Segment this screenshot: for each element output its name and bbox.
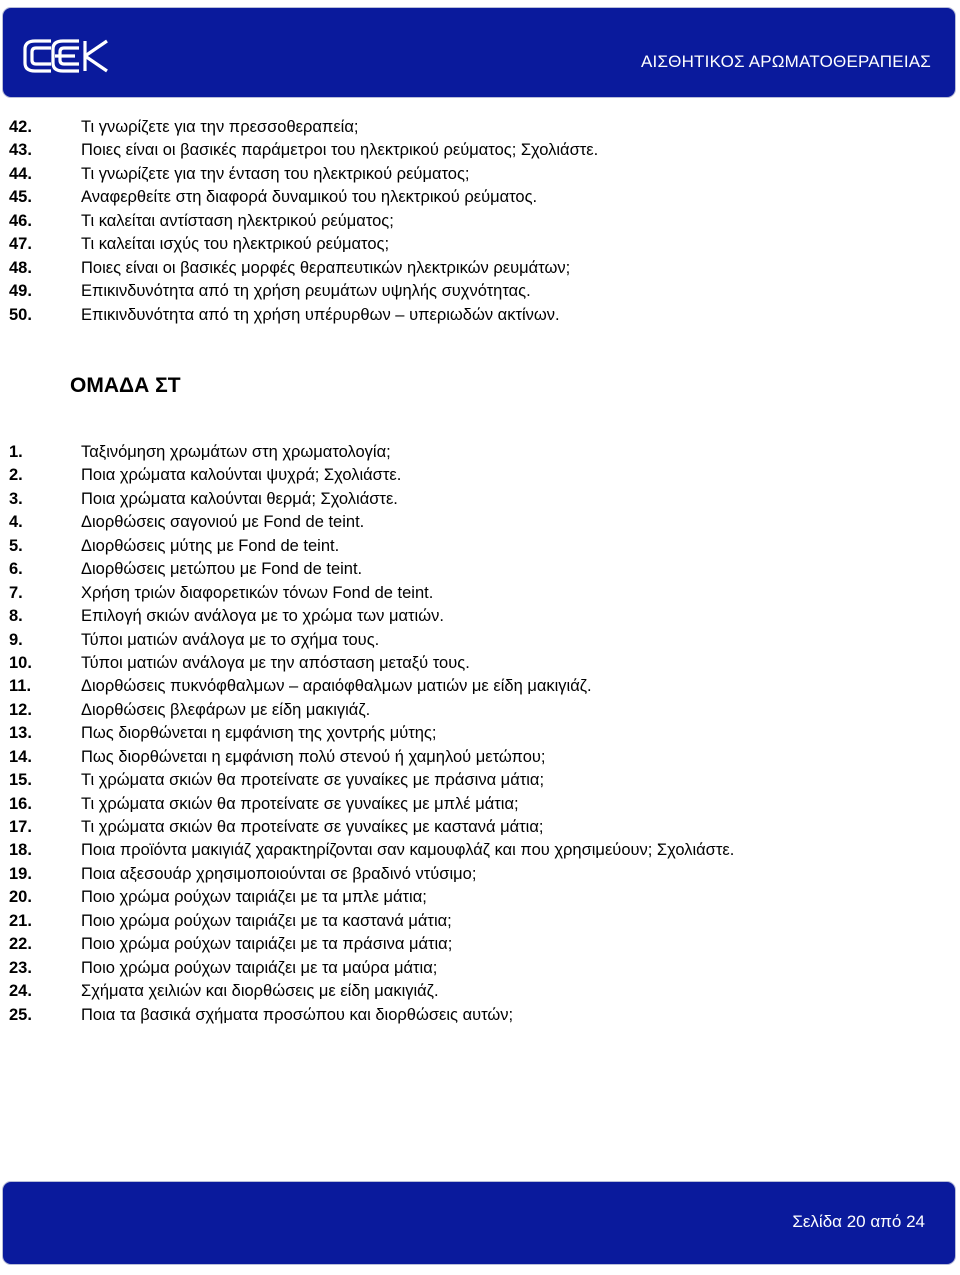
header-banner — [2, 7, 956, 98]
item-number: 45. — [9, 188, 32, 207]
list-item — [9, 933, 939, 956]
list-item — [9, 629, 939, 652]
item-number: 22. — [9, 935, 32, 954]
list-item — [9, 163, 939, 186]
item-number: 1. — [9, 443, 23, 461]
item-text: Διορθώσεις βλεφάρων με είδη μακιγιάζ. — [81, 700, 371, 719]
page-number: Σελίδα 20 από 24 — [792, 1212, 925, 1231]
item-text: Ποιες είναι οι βασικές μορφές θεραπευτικών ηλεκτρικών ρευμάτων; — [81, 258, 571, 277]
item-number: 47. — [9, 235, 32, 254]
item-number: 24. — [9, 982, 32, 1001]
list-item — [9, 722, 939, 745]
item-number: 6. — [9, 560, 23, 579]
item-text: Ποιο χρώμα ρούχων ταιριάζει με τα πράσινα μάτια; — [81, 935, 453, 954]
item-number: 3. — [9, 489, 23, 508]
list-item — [9, 769, 939, 792]
item-text: Διορθώσεις μύτης με Fond de teint. — [81, 536, 340, 555]
section-heading: ΟΜΑΔΑ ΣΤ — [70, 374, 181, 397]
list-item — [9, 511, 939, 534]
item-text: Τύποι ματιών ανάλογα με την απόσταση μεταξύ τους. — [81, 653, 470, 672]
cek-logo-icon — [21, 35, 113, 77]
item-number: 12. — [9, 700, 32, 719]
list-item — [9, 464, 939, 487]
item-number: 5. — [9, 536, 23, 555]
list-item — [9, 582, 939, 605]
item-text: Ποια τα βασικά σχήματα προσώπου και διορθώσεις αυτών; — [81, 1005, 514, 1024]
list-item — [9, 699, 939, 722]
item-number: 11. — [9, 677, 32, 696]
list-item — [9, 558, 939, 581]
item-text: Ταξινόμηση χρωμάτων στη χρωματολογία; — [81, 443, 391, 461]
list-item — [9, 957, 939, 980]
item-text: Τι χρώματα σκιών θα προτείνατε σε γυναίκες με πράσινα μάτια; — [81, 771, 545, 790]
list-item — [9, 746, 939, 769]
list-item — [9, 304, 939, 327]
footer-banner — [2, 1181, 956, 1265]
item-text: Ποια χρώματα καλούνται θερμά; Σχολιάστε. — [81, 489, 398, 508]
item-number: 42. — [9, 118, 32, 136]
item-text: Χρήση τριών διαφορετικών τόνων Fond de teint. — [81, 583, 434, 602]
item-number: 16. — [9, 794, 32, 813]
document-title: ΑΙΣΘΗΤΙΚΟΣ ΑΡΩΜΑΤΟΘΕΡΑΠΕΙΑΣ — [640, 52, 931, 71]
item-text: Ποιες είναι οι βασικές παράμετροι του ηλεκτρικού ρεύματος; Σχολιάστε. — [81, 141, 599, 160]
item-text: Τι χρώματα σκιών θα προτείνατε σε γυναίκες με καστανά μάτια; — [81, 818, 544, 836]
list-item — [9, 116, 939, 139]
item-text: Ποιο χρώμα ρούχων ταιριάζει με τα καστανά μάτια; — [81, 911, 452, 930]
item-text: Ποια προϊόντα μακιγιάζ χαρακτηρίζονται σαν καμουφλάζ και που χρησιμεύουν; Σχολιάστε. — [81, 841, 735, 860]
list-item — [9, 139, 939, 162]
list-item — [9, 652, 939, 675]
item-text: Τύποι ματιών ανάλογα με το σχήμα τους. — [81, 630, 380, 649]
item-number: 25. — [9, 1005, 32, 1024]
item-text: Ποια αξεσουάρ χρησιμοποιούνται σε βραδινό ντύσιμο; — [81, 864, 477, 883]
item-text: Τι γνωρίζετε για την ένταση του ηλεκτρικού ρεύματος; — [81, 164, 470, 183]
list-item — [9, 605, 939, 628]
item-number: 21. — [9, 911, 32, 930]
item-number: 48. — [9, 258, 32, 277]
item-text: Διορθώσεις σαγονιού με Fond de teint. — [81, 513, 365, 532]
item-number: 13. — [9, 724, 32, 743]
item-text: Επικινδυνότητα από τη χρήση ρευμάτων υψηλής συχνότητας. — [81, 282, 531, 301]
item-text: Ποιο χρώμα ρούχων ταιριάζει με τα μπλε μάτια; — [81, 888, 427, 907]
list-item — [9, 1004, 939, 1027]
list-item — [9, 441, 939, 464]
item-number: 23. — [9, 958, 32, 977]
item-number: 10. — [9, 653, 32, 672]
question-list-group-st — [9, 441, 939, 1027]
item-number: 20. — [9, 888, 32, 907]
list-item — [9, 488, 939, 511]
list-item — [9, 839, 939, 862]
item-text: Τι χρώματα σκιών θα προτείνατε σε γυναίκες με μπλέ μάτια; — [81, 794, 519, 813]
item-number: 4. — [9, 513, 23, 532]
list-item — [9, 793, 939, 816]
item-number: 46. — [9, 211, 32, 230]
item-number: 50. — [9, 305, 32, 324]
item-number: 14. — [9, 747, 32, 766]
list-item — [9, 210, 939, 233]
item-number: 9. — [9, 630, 23, 649]
item-number: 15. — [9, 771, 32, 790]
list-item — [9, 863, 939, 886]
item-number: 8. — [9, 607, 23, 626]
item-text: Διορθώσεις πυκνόφθαλμων – αραιόφθαλμων ματιών με είδη μακιγιάζ. — [81, 677, 592, 696]
list-item — [9, 233, 939, 256]
item-text: Τι καλείται αντίσταση ηλεκτρικού ρεύματος; — [81, 211, 394, 230]
item-number: 18. — [9, 841, 32, 860]
list-item — [9, 280, 939, 303]
item-text: Διορθώσεις μετώπου με Fond de teint. — [81, 560, 363, 579]
item-text: Ποιο χρώμα ρούχων ταιριάζει με τα μαύρα μάτια; — [81, 958, 438, 977]
item-number: 17. — [9, 818, 32, 836]
item-text: Αναφερθείτε στη διαφορά δυναμικού του ηλεκτρικού ρεύματος. — [81, 188, 538, 207]
list-item — [9, 910, 939, 933]
item-number: 19. — [9, 864, 32, 883]
item-text: Επικινδυνότητα από τη χρήση υπέρυρθων – υπεριωδών ακτίνων. — [81, 305, 560, 324]
list-item — [9, 257, 939, 280]
list-item — [9, 886, 939, 909]
item-text: Τι καλείται ισχύς του ηλεκτρικού ρεύματος; — [81, 235, 390, 254]
item-text: Ποια χρώματα καλούνται ψυχρά; Σχολιάστε. — [81, 466, 402, 485]
item-text: Επιλογή σκιών ανάλογα με το χρώμα των ματιών. — [81, 607, 444, 626]
item-number: 7. — [9, 583, 23, 602]
item-text: Τι γνωρίζετε για την πρεσσοθεραπεία; — [81, 118, 359, 136]
item-text: Πως διορθώνεται η εμφάνιση πολύ στενού ή χαμηλού μετώπου; — [81, 747, 546, 766]
list-item — [9, 535, 939, 558]
item-number: 2. — [9, 466, 23, 485]
item-number: 49. — [9, 282, 32, 301]
question-list-previous-group — [9, 116, 939, 327]
list-item — [9, 816, 939, 839]
item-text: Σχήματα χειλιών και διορθώσεις με είδη μακιγιάζ. — [81, 982, 439, 1001]
item-number: 44. — [9, 164, 32, 183]
list-item — [9, 675, 939, 698]
list-item — [9, 980, 939, 1003]
item-number: 43. — [9, 141, 32, 160]
list-item — [9, 186, 939, 209]
item-text: Πως διορθώνεται η εμφάνιση της χοντρής μύτης; — [81, 724, 437, 743]
